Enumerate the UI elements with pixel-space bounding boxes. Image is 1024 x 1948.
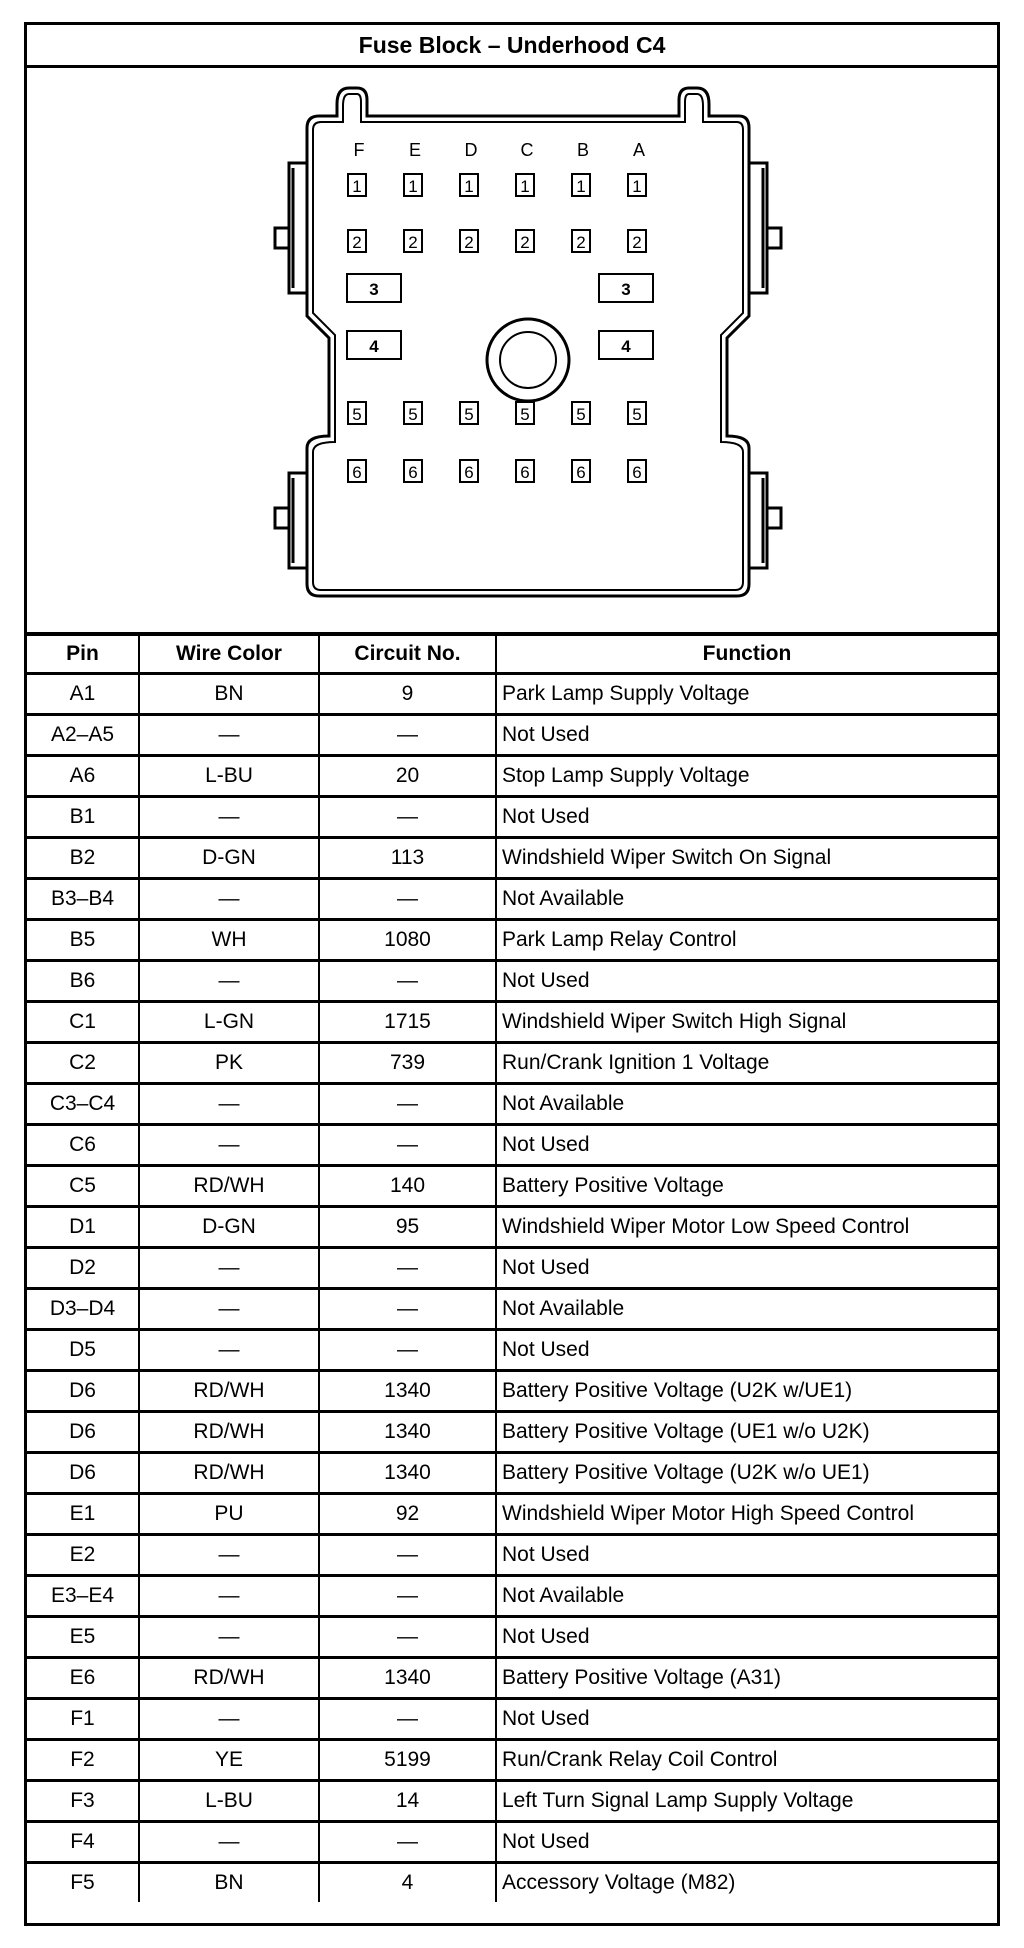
circuit-no-cell: —: [319, 961, 496, 1002]
wire-color-cell: —: [139, 1535, 319, 1576]
relay-cavity-number: 4: [369, 337, 379, 356]
pin-cell: A2–A5: [27, 715, 139, 756]
cavity-number: 6: [408, 463, 418, 482]
cavity-number: 6: [352, 463, 362, 482]
cavity-number: 2: [632, 233, 642, 252]
pin-cell: D6: [27, 1453, 139, 1494]
cavity-number: 5: [576, 405, 586, 424]
pin-cell: D5: [27, 1330, 139, 1371]
latch-tabs: [275, 163, 781, 568]
wire-color-cell: —: [139, 797, 319, 838]
table-row: [27, 1535, 997, 1576]
table-row: [27, 1781, 997, 1822]
table-row: [27, 961, 997, 1002]
function-cell: Accessory Voltage (M82): [496, 1863, 997, 1903]
latch-tab-right-upper: [749, 163, 781, 293]
table-row: [27, 1289, 997, 1330]
cavity-number: 1: [352, 177, 362, 196]
function-cell: Not Used: [496, 1125, 997, 1166]
wire-color-cell: L-BU: [139, 1781, 319, 1822]
cavity-number: 2: [464, 233, 474, 252]
latch-tab-left-upper: [275, 163, 307, 293]
wire-color-cell: D-GN: [139, 838, 319, 879]
cavity-number: 6: [464, 463, 474, 482]
latch-tab-right-lower: [749, 473, 781, 568]
wire-color-cell: BN: [139, 1863, 319, 1903]
pin-cell: C2: [27, 1043, 139, 1084]
function-cell: Run/Crank Ignition 1 Voltage: [496, 1043, 997, 1084]
pin-cell: B2: [27, 838, 139, 879]
circuit-no-cell: —: [319, 1617, 496, 1658]
relay-cavity-number: 3: [621, 280, 631, 299]
column-letter-a: A: [632, 140, 646, 160]
wire-color-cell: —: [139, 1617, 319, 1658]
function-cell: Not Used: [496, 1822, 997, 1863]
circuit-no-cell: —: [319, 1330, 496, 1371]
table-row: [27, 1412, 997, 1453]
function-cell: Windshield Wiper Switch High Signal: [496, 1002, 997, 1043]
circuit-no-cell: —: [319, 1125, 496, 1166]
function-cell: Stop Lamp Supply Voltage: [496, 756, 997, 797]
function-cell: Park Lamp Supply Voltage: [496, 674, 997, 715]
function-cell: Not Used: [496, 1699, 997, 1740]
table-row: [27, 1084, 997, 1125]
pin-cell: F3: [27, 1781, 139, 1822]
table-row: [27, 1699, 997, 1740]
table-row: [27, 1494, 997, 1535]
cavity-number: 5: [408, 405, 418, 424]
pin-cell: E2: [27, 1535, 139, 1576]
wire-color-cell: —: [139, 961, 319, 1002]
wire-color-cell: —: [139, 879, 319, 920]
function-cell: Left Turn Signal Lamp Supply Voltage: [496, 1781, 997, 1822]
wire-color-cell: PK: [139, 1043, 319, 1084]
circuit-no-cell: 1715: [319, 1002, 496, 1043]
pin-cell: D6: [27, 1371, 139, 1412]
cavity-number: 5: [464, 405, 474, 424]
connector-face-drawing: [27, 68, 997, 632]
circuit-no-cell: 1340: [319, 1453, 496, 1494]
table-row: [27, 1330, 997, 1371]
cavity-number: 2: [520, 233, 530, 252]
center-post-inner: [500, 332, 556, 388]
circuit-no-cell: 1340: [319, 1658, 496, 1699]
function-cell: Not Used: [496, 797, 997, 838]
pin-cell: F5: [27, 1863, 139, 1903]
function-cell: Battery Positive Voltage (U2K w/UE1): [496, 1371, 997, 1412]
cavity-number: 1: [520, 177, 530, 196]
cavity-number: 2: [576, 233, 586, 252]
wire-color-cell: —: [139, 715, 319, 756]
circuit-no-cell: 1340: [319, 1412, 496, 1453]
circuit-no-cell: —: [319, 879, 496, 920]
pin-cell: D6: [27, 1412, 139, 1453]
pin-cell: A1: [27, 674, 139, 715]
function-cell: Not Used: [496, 715, 997, 756]
circuit-no-cell: 1080: [319, 920, 496, 961]
table-row: [27, 1658, 997, 1699]
wire-color-cell: RD/WH: [139, 1166, 319, 1207]
relay-cavity-number: 4: [621, 337, 631, 356]
table-row: [27, 1125, 997, 1166]
table-row: [27, 1371, 997, 1412]
pin-cell: E3–E4: [27, 1576, 139, 1617]
function-cell: Windshield Wiper Motor High Speed Control: [496, 1494, 997, 1535]
table-row: [27, 838, 997, 879]
function-cell: Battery Positive Voltage (UE1 w/o U2K): [496, 1412, 997, 1453]
circuit-no-cell: 5199: [319, 1740, 496, 1781]
table-row: [27, 715, 997, 756]
function-cell: Not Available: [496, 1289, 997, 1330]
pin-cell: E5: [27, 1617, 139, 1658]
pin-cell: D1: [27, 1207, 139, 1248]
pin-cell: C3–C4: [27, 1084, 139, 1125]
wire-color-cell: BN: [139, 674, 319, 715]
circuit-no-cell: —: [319, 1084, 496, 1125]
wire-color-cell: RD/WH: [139, 1412, 319, 1453]
cavity-number: 6: [632, 463, 642, 482]
wire-color-cell: L-GN: [139, 1002, 319, 1043]
table-row: [27, 797, 997, 838]
column-header-wire-color: Wire Color: [139, 636, 319, 674]
table-header-row: [27, 636, 997, 674]
cavity-number: 1: [408, 177, 418, 196]
pin-cell: F1: [27, 1699, 139, 1740]
circuit-no-cell: 14: [319, 1781, 496, 1822]
circuit-no-cell: 739: [319, 1043, 496, 1084]
function-cell: Not Available: [496, 1576, 997, 1617]
function-cell: Not Available: [496, 879, 997, 920]
wire-color-cell: —: [139, 1576, 319, 1617]
table-row: [27, 1740, 997, 1781]
table-row: [27, 1248, 997, 1289]
circuit-no-cell: 4: [319, 1863, 496, 1903]
table-row: [27, 1166, 997, 1207]
pin-cell: D3–D4: [27, 1289, 139, 1330]
function-cell: Not Used: [496, 1330, 997, 1371]
wire-color-cell: L-BU: [139, 756, 319, 797]
pin-cell: B6: [27, 961, 139, 1002]
pin-cell: A6: [27, 756, 139, 797]
wire-color-cell: WH: [139, 920, 319, 961]
circuit-no-cell: 20: [319, 756, 496, 797]
column-header-function: Function: [496, 636, 997, 674]
function-cell: Not Available: [496, 1084, 997, 1125]
cavity-number: 2: [408, 233, 418, 252]
wire-color-cell: RD/WH: [139, 1371, 319, 1412]
function-cell: Not Used: [496, 1617, 997, 1658]
function-cell: Run/Crank Relay Coil Control: [496, 1740, 997, 1781]
table-row: [27, 1617, 997, 1658]
cavity-number: 5: [520, 405, 530, 424]
pin-cell: C1: [27, 1002, 139, 1043]
cavity-number: 5: [352, 405, 362, 424]
function-cell: Not Used: [496, 1535, 997, 1576]
connector-diagram: [27, 68, 997, 635]
function-cell: Battery Positive Voltage (U2K w/o UE1): [496, 1453, 997, 1494]
circuit-no-cell: 1340: [319, 1371, 496, 1412]
function-cell: Battery Positive Voltage (A31): [496, 1658, 997, 1699]
wire-color-cell: YE: [139, 1740, 319, 1781]
column-letter-e: E: [408, 140, 422, 160]
cavity-number: 1: [464, 177, 474, 196]
table-row: [27, 1863, 997, 1903]
relay-cavity-number: 3: [369, 280, 379, 299]
pin-cell: B3–B4: [27, 879, 139, 920]
column-letter-c: C: [520, 140, 534, 160]
connector-sheet: [24, 22, 1000, 1926]
wire-color-cell: PU: [139, 1494, 319, 1535]
cavity-number: 2: [352, 233, 362, 252]
circuit-no-cell: —: [319, 1535, 496, 1576]
pin-cell: D2: [27, 1248, 139, 1289]
column-letter-b: B: [576, 140, 590, 160]
cavity-number: 6: [520, 463, 530, 482]
table-row: [27, 1453, 997, 1494]
pin-cell: F4: [27, 1822, 139, 1863]
pin-cell: F2: [27, 1740, 139, 1781]
wire-color-cell: —: [139, 1125, 319, 1166]
circuit-no-cell: —: [319, 797, 496, 838]
function-cell: Park Lamp Relay Control: [496, 920, 997, 961]
circuit-no-cell: —: [319, 1248, 496, 1289]
circuit-no-cell: —: [319, 1699, 496, 1740]
table-row: [27, 1207, 997, 1248]
circuit-no-cell: 95: [319, 1207, 496, 1248]
wire-color-cell: —: [139, 1289, 319, 1330]
column-letter-f: F: [353, 140, 365, 160]
latch-tab-left-lower: [275, 473, 307, 568]
pin-cell: E6: [27, 1658, 139, 1699]
table-row: [27, 756, 997, 797]
circuit-no-cell: —: [319, 1822, 496, 1863]
wire-color-cell: D-GN: [139, 1207, 319, 1248]
function-cell: Not Used: [496, 961, 997, 1002]
circuit-no-cell: 140: [319, 1166, 496, 1207]
pin-cell: C5: [27, 1166, 139, 1207]
wire-color-cell: —: [139, 1248, 319, 1289]
wire-color-cell: RD/WH: [139, 1658, 319, 1699]
wire-color-cell: —: [139, 1084, 319, 1125]
table-row: [27, 1576, 997, 1617]
circuit-no-cell: —: [319, 715, 496, 756]
cavity-number: 6: [576, 463, 586, 482]
column-letter-d: D: [464, 140, 478, 160]
wire-color-cell: RD/WH: [139, 1453, 319, 1494]
circuit-no-cell: 92: [319, 1494, 496, 1535]
column-header-pin: Pin: [27, 636, 139, 674]
circuit-no-cell: —: [319, 1289, 496, 1330]
cavity-number: 5: [632, 405, 642, 424]
cavity-number: 1: [632, 177, 642, 196]
pin-cell: B5: [27, 920, 139, 961]
table-row: [27, 920, 997, 961]
function-cell: Not Used: [496, 1248, 997, 1289]
function-cell: Battery Positive Voltage: [496, 1166, 997, 1207]
pin-cell: E1: [27, 1494, 139, 1535]
pin-cell: B1: [27, 797, 139, 838]
wire-color-cell: —: [139, 1330, 319, 1371]
table-row: [27, 1002, 997, 1043]
circuit-no-cell: —: [319, 1576, 496, 1617]
pin-table: [27, 635, 997, 1902]
wire-color-cell: —: [139, 1699, 319, 1740]
table-row: [27, 1822, 997, 1863]
table-row: [27, 674, 997, 715]
cavity-number: 1: [576, 177, 586, 196]
table-row: [27, 1043, 997, 1084]
circuit-no-cell: 9: [319, 674, 496, 715]
page-title: Fuse Block – Underhood C4: [27, 25, 997, 68]
column-header-circuit-no: Circuit No.: [319, 636, 496, 674]
table-row: [27, 879, 997, 920]
circuit-no-cell: 113: [319, 838, 496, 879]
function-cell: Windshield Wiper Switch On Signal: [496, 838, 997, 879]
function-cell: Windshield Wiper Motor Low Speed Control: [496, 1207, 997, 1248]
pin-cell: C6: [27, 1125, 139, 1166]
wire-color-cell: —: [139, 1822, 319, 1863]
